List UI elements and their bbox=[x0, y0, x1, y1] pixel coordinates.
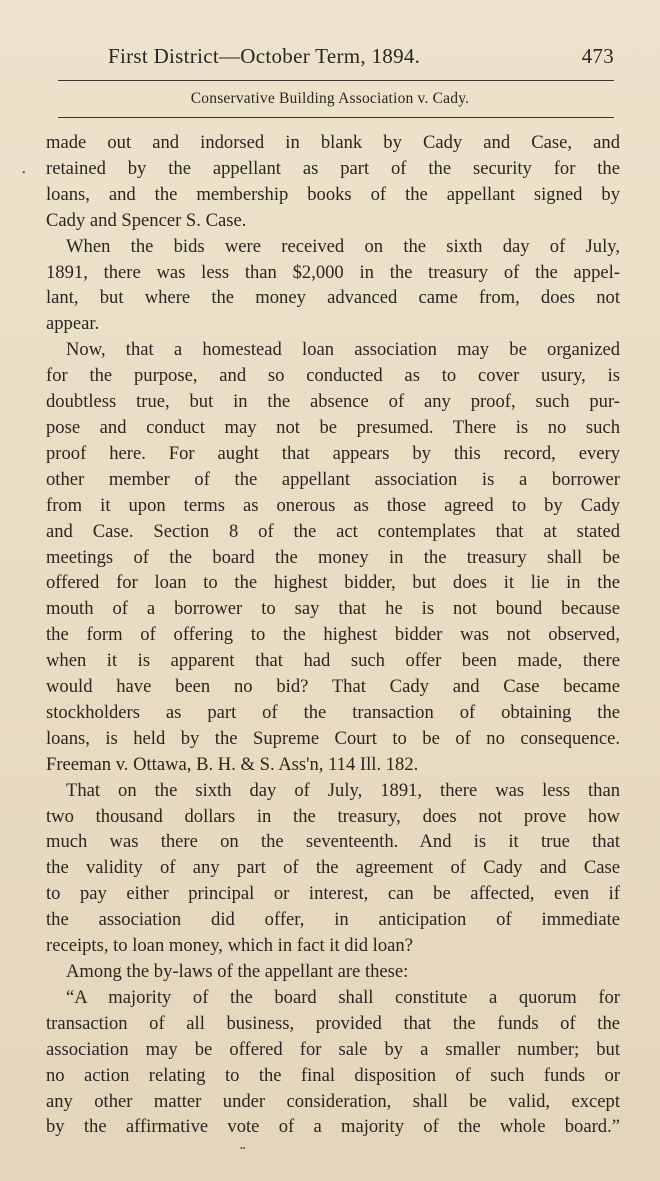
text-line: offered for loan to the highest bidder, but does it lie in the bbox=[46, 572, 620, 594]
opinion-text bbox=[46, 130, 620, 1140]
text-line: Among the by-laws of the appellant are these: bbox=[66, 961, 409, 982]
text-line: from it upon terms as onerous as those agreed to by Cady bbox=[46, 494, 620, 516]
text-line: the form of offering to the highest bidder was not observed, bbox=[46, 624, 620, 646]
text-line: “A majority of the board shall constitute a quorum for bbox=[66, 986, 620, 1008]
text-line: loans, and the membership books of the appellant signed by bbox=[46, 183, 620, 205]
text-line: when it is apparent that had such offer been made, there bbox=[46, 650, 620, 672]
text-line: Cady and Spencer S. Case. bbox=[46, 209, 247, 231]
text-line: two thousand dollars in the treasury, does not prove how bbox=[46, 805, 620, 827]
text-line: receipts, to loan money, which in fact it did loan? bbox=[46, 935, 413, 957]
case-caption: Conservative Building Association v. Cady. bbox=[190, 90, 470, 107]
text-line: 1891, there was less than $2,000 in the treasury of the appel- bbox=[46, 261, 620, 283]
text-line: appear. bbox=[46, 313, 100, 335]
text-line: much was there on the seventeenth. And is it true that bbox=[46, 831, 620, 853]
running-head bbox=[108, 44, 614, 74]
text-line: meetings of the board the money in the treasury shall be bbox=[46, 546, 620, 568]
running-title: First District—October Term, 1894. bbox=[108, 44, 421, 68]
text-line: and Case. Section 8 of the act contemplates that at stated bbox=[46, 520, 620, 542]
text-line: retained by the appellant as part of the security for the bbox=[46, 157, 620, 179]
text-line: proof here. For aught that appears by this record, every bbox=[46, 442, 620, 464]
text-line: to pay either principal or interest, can be affected, even if bbox=[46, 883, 620, 905]
text-line: Now, that a homestead loan association may be organized bbox=[66, 339, 620, 361]
page-number: 473 bbox=[581, 44, 614, 68]
text-line: loans, is held by the Supreme Court to be of no consequence. bbox=[46, 727, 620, 749]
text-line: for the purpose, and so conducted as to cover usury, is bbox=[46, 365, 620, 387]
text-line: by the affirmative vote of a majority of the whole board.” bbox=[46, 1116, 620, 1138]
text-line: any other matter under consideration, shall be valid, except bbox=[46, 1090, 620, 1112]
text-line: the association did offer, in anticipation of immediate bbox=[46, 909, 620, 931]
text-line: other member of the appellant association is a borrower bbox=[46, 468, 620, 490]
text-line: the validity of any part of the agreement of Cady and Case bbox=[46, 857, 620, 879]
page-smudge: •• bbox=[240, 1144, 246, 1153]
text-line: transaction of all business, provided that the funds of the bbox=[46, 1012, 620, 1034]
text-line: That on the sixth day of July, 1891, there was less than bbox=[66, 779, 620, 801]
text-line: mouth of a borrower to say that he is not bound because bbox=[46, 598, 620, 620]
caption-rule bbox=[58, 117, 614, 118]
header-rule bbox=[58, 80, 614, 81]
text-line: pose and conduct may not be presumed. There is no such bbox=[46, 416, 620, 438]
margin-mark: • bbox=[22, 168, 26, 179]
text-line: lant, but where the money advanced came from, does not bbox=[46, 287, 620, 309]
text-line: Freeman v. Ottawa, B. H. & S. Ass'n, 114 Ill. 182. bbox=[46, 753, 419, 775]
text-line: stockholders as part of the transaction of obtaining the bbox=[46, 701, 620, 723]
text-line: association may be offered for sale by a smaller number; but bbox=[46, 1038, 620, 1060]
text-line: made out and indorsed in blank by Cady and Case, and bbox=[46, 132, 620, 153]
text-line: When the bids were received on the sixth day of July, bbox=[66, 235, 620, 257]
text-line: would have been no bid? That Cady and Case became bbox=[46, 676, 620, 698]
text-line: doubtless true, but in the absence of any proof, such pur- bbox=[46, 391, 620, 413]
text-line: no action relating to the final disposition of such funds or bbox=[46, 1064, 620, 1086]
